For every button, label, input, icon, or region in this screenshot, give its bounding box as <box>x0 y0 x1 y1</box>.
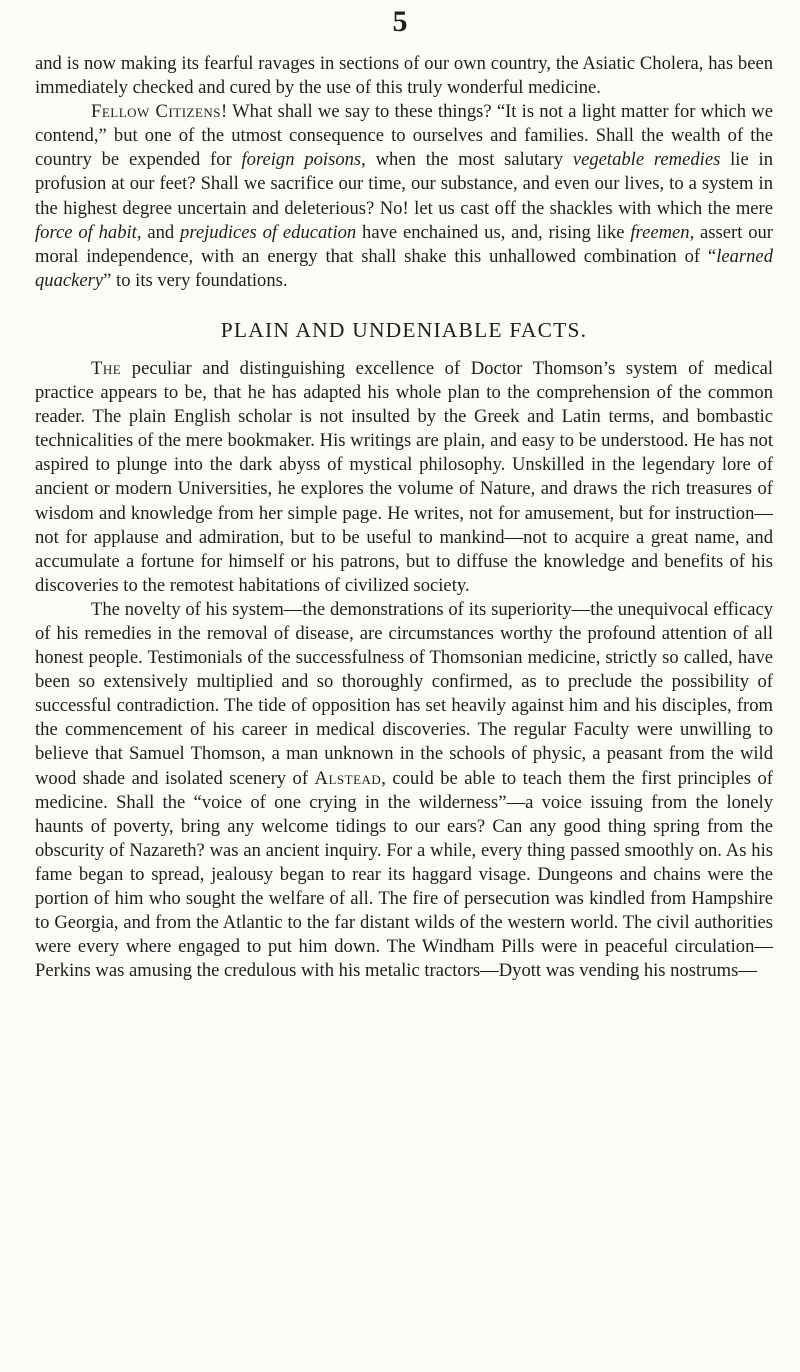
section-heading: PLAIN AND UNDENIABLE FACTS. <box>220 317 588 342</box>
place-name-alstead: Alstead <box>314 767 382 789</box>
emphasis-force-of-habit: force of habit <box>35 221 137 243</box>
text-run: , could be able to teach them the first principles of medicine. Shall the “voice of one crying in the wilderness”—a voice issuing from the lonely haunts of poverty, bring any welcome tidings to our ears? Can any good thing spring from the obscurity of Nazareth? was an ancient inquiry. For a while, every thing passed smoothly on. As his fame began to spread, jealousy began to rear its haggard visage. Dungeons and chains were the portion of him who sought the welfare of all. The fire of persecution was kindled from Hampshire to Georgia, and from the Atlantic to the far distant wilds of the western world. The civil authorities were every where engaged to put him down. The Windham Pills were in peaceful circulation—Perkins was amusing the credulous with his metalic tractors—Dyott was vending his nostrums— <box>35 767 773 982</box>
emphasis-vegetable-remedies: vegetable remedies <box>572 149 721 171</box>
text-run: ! What shall we say to these things? “It is not a light matter for which we contend,” but one of the utmost consequence to ourselves and families. Shall the wealth of the country be expended for <box>35 101 773 171</box>
emphasis-prejudices: prejudices of education <box>180 221 357 243</box>
text-run: peculiar and distinguishing excellence of Doctor Thomson’s system of medical practice appears to be, that he has adapted his whole plan to the comprehension of the common reader. The plain English scholar is not insulted by the Greek and Latin terms, and bombastic technicalities of the mere bookmaker. His writings are plain, and easy to be understood. He has not aspired to plunge into the dark abyss of mystical philosophy. Unskilled in the legendary lore of ancient or modern Universities, he explores the volume of Nature, and draws the rich treasures of wisdom and knowledge from her simple page. He writes, not for amusement, but for instruction—not for applause and admiration, but to be useful to mankind—not to acquire a great name, and accumulate a fortune for himself or his patrons, but to diffuse the knowledge and benefits of his discoveries to the remotest habitations of civilized society. <box>35 357 773 596</box>
page-body <box>35 52 773 983</box>
page-number: 5 <box>392 5 408 38</box>
text-run: The novelty of his system—the demonstrations of its superiority—the unequivocal efficacy of his remedies in the removal of disease, are circumstances worthy the profound attention of all honest people. Testimonials of the successfulness of Thomsonian medicine, strictly so called, have been so extensively multiplied and so thoroughly confirmed, as to preclude the possibility of successful contradiction. The tide of opposition has set heavily against him and his disciples, from the commencement of his career in medical discoveries. The regular Faculty were unwilling to believe that Samuel Thomson, a man unknown in the schools of physic, a peasant from the wild wood shade and isolated scenery of <box>35 598 773 789</box>
text-run: , assert our moral independence, with an energy that shall shake this unhallowed combination of “ <box>35 221 773 267</box>
emphasis-learned-quackery: learned quackery <box>35 245 773 291</box>
text-run: lie in profusion at our feet? Shall we sacrifice our time, our substance, and even our lives, to a system in the highest degree uncertain and deleterious? No! let us cast off the shackles with which the mere <box>35 149 773 219</box>
section-paragraph-1 <box>35 357 773 598</box>
emphasis-foreign-poisons: foreign poisons <box>241 149 362 171</box>
section-paragraph-2 <box>35 598 773 984</box>
intro-paragraph-1: and is now making its fearful ravages in sections of our own country, the Asiatic Cholera, has been immediately checked and cured by the use of this truly wonderful medicine. <box>35 53 773 99</box>
fellow-citizens-lead: Fellow Citizens <box>91 101 222 123</box>
intro-paragraph-2 <box>35 100 773 293</box>
paragraph-lead-word: The <box>91 357 122 379</box>
emphasis-freemen: freemen <box>630 221 690 243</box>
text-run: ” to its very foundations. <box>103 269 288 291</box>
text-run: , when the most salutary <box>361 149 573 171</box>
text-run: , and <box>136 221 181 243</box>
text-run: have enchained us, and, rising like <box>356 221 631 243</box>
